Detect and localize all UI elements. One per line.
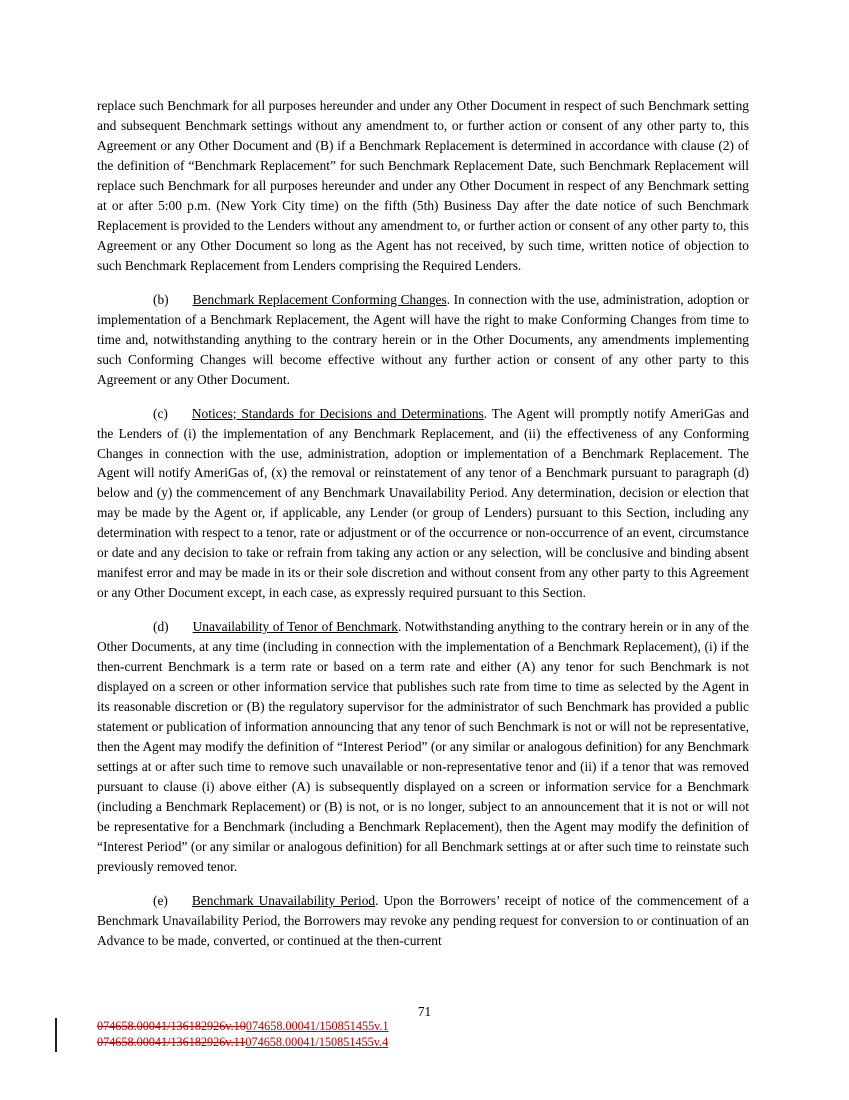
paragraph-label-c: (c) bbox=[153, 405, 168, 421]
paragraph-label-e: (e) bbox=[153, 892, 168, 908]
paragraph-heading-c: Notices; Standards for Decisions and Determinations bbox=[191, 405, 484, 421]
document-body bbox=[97, 96, 749, 951]
paragraph-b bbox=[97, 290, 749, 390]
paragraph-c bbox=[97, 404, 749, 604]
page-number: 71 bbox=[417, 1004, 432, 1019]
footer-deleted-id-1: 074658.00041/136182926v.10 bbox=[97, 1019, 246, 1033]
paragraph-label-b: (b) bbox=[153, 291, 169, 307]
footer-inserted-id-2: 074658.00041/150851455v.4 bbox=[245, 1035, 389, 1050]
revision-change-bar bbox=[55, 1018, 57, 1052]
paragraph-e bbox=[97, 891, 749, 951]
footer-deleted-id-2: 074658.00041/136182926v.11 bbox=[97, 1035, 246, 1050]
footer-revision-line-2 bbox=[97, 1034, 757, 1050]
paragraph-text-d: . Notwithstanding anything to the contrary herein or in any of the Other Documents, at any time (including in connection with the implementation of a Benchmark Replacement), (i) if the then-current Benchmark is a term rate or based on a term rate and either (A) any tenor for such Benchmark is not displayed on a screen or other information service that publishes such rate from time to time as selected by the Agent in its reasonable discretion or (B) the regulatory supervisor for the administrator of such Benchmark has provided a public statement or publication of information announcing that any tenor of such Benchmark is not or will not be representative, then the Agent may modify the definition of “Interest Period” (or any similar or analogous definition) for any Benchmark settings at or after such time to remove such unavailable or non-representative tenor and (ii) if a tenor that was removed pursuant to clause (i) above either (A) is subsequently displayed on a screen or information service for a Benchmark (including a Benchmark Replacement) or (B) is not, or is no longer, subject to an announcement that it is not or will not be representative for a Benchmark (including a Benchmark Replacement), then the Agent may modify the definition of “Interest Period” (or any similar or analogous definition) for all Benchmark settings at or after such time to reinstate such previously removed tenor. bbox=[97, 619, 750, 874]
paragraph-d bbox=[97, 617, 749, 877]
paragraph-heading-b: Benchmark Replacement Conforming Changes bbox=[192, 291, 447, 307]
paragraph-label-d: (d) bbox=[153, 619, 169, 635]
paragraph-continued bbox=[97, 96, 749, 276]
paragraph-text-c: . The Agent will promptly notify AmeriGas and the Lenders of (i) the implementation of any Benchmark Replacement, and (ii) the effectiveness of any Conforming Changes in connection with the use, administration, adoption or implementation of a Benchmark Replacement. The Agent will notify AmeriGas of, (x) the removal or reinstatement of any tenor of a Benchmark pursuant to paragraph (d) below and (y) the commencement of any Benchmark Unavailability Period. Any determination, decision or election that may be made by the Agent or, if applicable, any Lender (or group of Lenders) pursuant to this Section, including any determination with respect to a tenor, rate or adjustment or of the occurrence or non-occurrence of an event, circumstance or date and any decision to take or refrain from taking any action or any selection, will be conclusive and binding absent manifest error and may be made in its or their sole discretion and without consent from any other party to this Agreement or any Other Document except, in each case, as expressly required pursuant to this Section. bbox=[97, 405, 749, 601]
paragraph-text-e: . Upon the Borrowers’ receipt of notice of the commencement of a Benchmark Unavailability Period, the Borrowers may revoke any pending request for conversion to or continuation of an Advance to be made, converted, or continued at the then-current bbox=[97, 892, 749, 948]
paragraph-heading-e: Benchmark Unavailability Period bbox=[191, 892, 376, 908]
paragraph-heading-d: Unavailability of Tenor of Benchmark bbox=[192, 619, 398, 635]
document-footer bbox=[97, 1018, 757, 1051]
paragraph-text: replace such Benchmark for all purposes hereunder and under any Other Document in respect of such Benchmark setting and subsequent Benchmark settings without any amendment to, or further action or consent of any other party to, this Agreement or any Other Document and (B) if a Benchmark Replacement is determined in accordance with clause (2) of the definition of “Benchmark Replacement” for such Benchmark Replacement Date, such Benchmark Replacement will replace such Benchmark for all purposes hereunder and under any Other Document in respect of any Benchmark setting at or after 5:00 p.m. (New York City time) on the fifth (5th) Business Day after the date notice of such Benchmark Replacement is provided to the Lenders without any amendment to, or further action or consent of any other party to, this Agreement or any Other Document so long as the Agent has not received, by such time, written notice of objection to such Benchmark Replacement from Lenders comprising the Required Lenders. bbox=[97, 98, 749, 273]
paragraph-text-b: . In connection with the use, administration, adoption or implementation of a Benchmark Replacement, the Agent will have the right to make Conforming Changes from time to time and, notwithstanding anything to the contrary herein or in the Other Documents, any amendments implementing such Conforming Changes will become effective without any further action or consent of any other party to this Agreement or any Other Document. bbox=[97, 291, 749, 387]
footer-inserted-id-1: 074658.00041/150851455v.1 bbox=[245, 1019, 389, 1033]
footer-revision-line-1 bbox=[97, 1018, 757, 1034]
